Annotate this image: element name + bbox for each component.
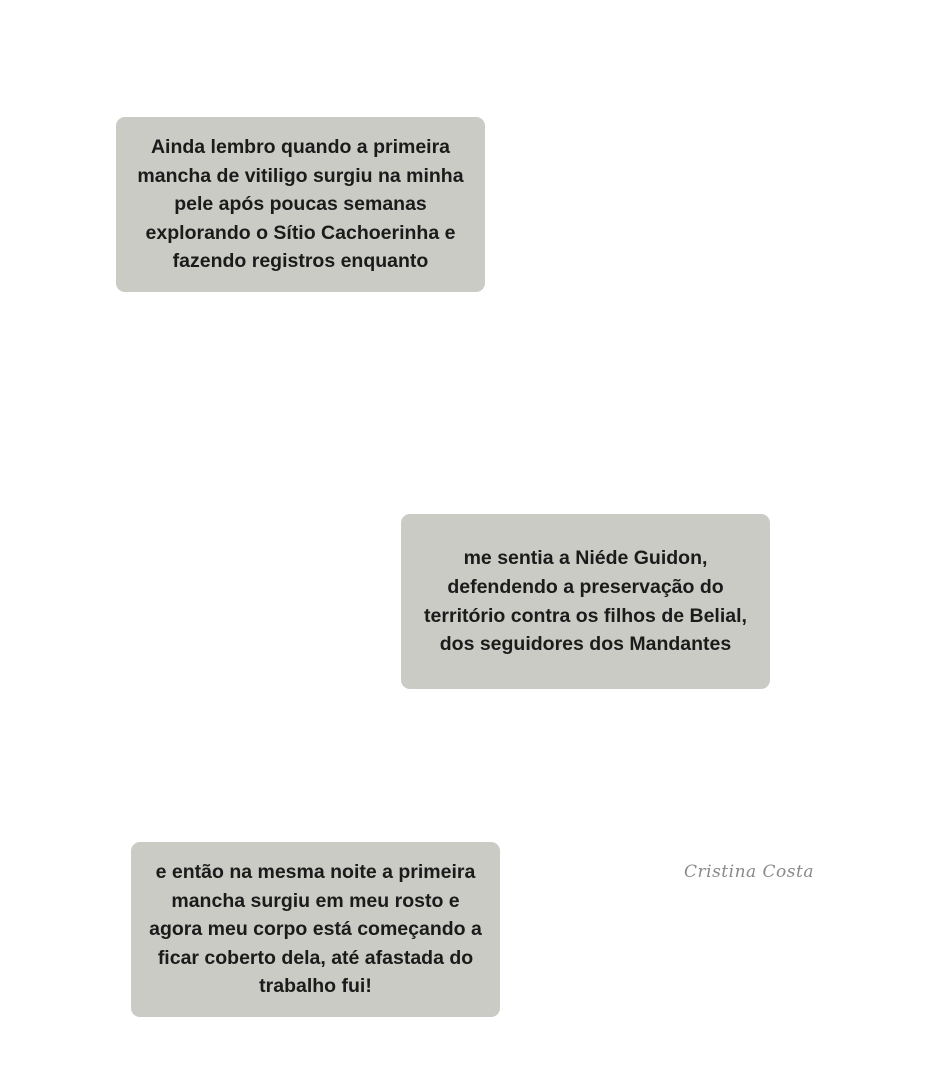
message-text-1: Ainda lembro quando a primeira mancha de vitiligo surgiu na minha pele após poucas semanas explorando o Sítio Cachoerinha e fazendo registros enquanto [137, 136, 464, 273]
message-bubble-3 [131, 842, 500, 1017]
message-bubble-2 [401, 514, 770, 689]
author-signature: Cristina Costa [684, 862, 814, 882]
message-text-3: e então na mesma noite a primeira mancha surgiu em meu rosto e agora meu corpo está começando a ficar coberto dela, até afastada do trabalho fui! [149, 861, 482, 998]
message-bubble-1 [116, 117, 485, 292]
message-text-2: me sentia a Niéde Guidon, defendendo a preservação do território contra os filhos de Belial, dos seguidores dos Mandantes [424, 547, 747, 656]
